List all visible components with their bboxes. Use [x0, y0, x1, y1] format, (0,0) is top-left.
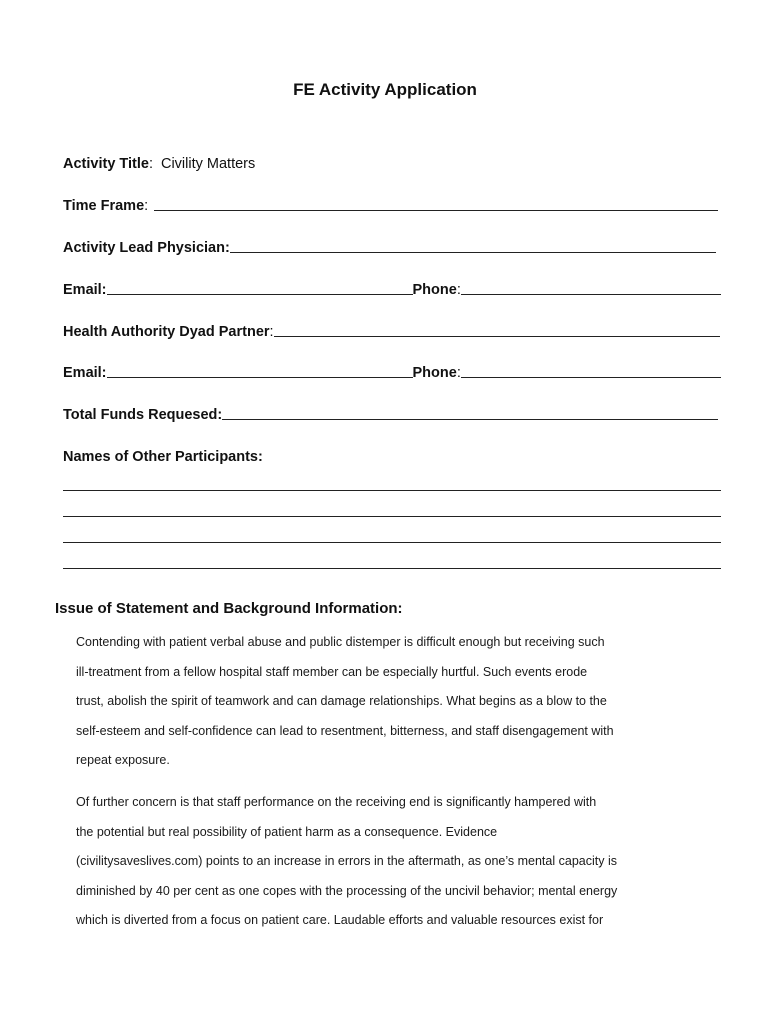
- total-funds-row: [63, 401, 718, 423]
- lead-phone-colon: :: [456, 282, 461, 298]
- lead-physician-field[interactable]: [230, 252, 716, 253]
- lead-physician-label: Activity Lead Physician:: [63, 240, 230, 256]
- lead-email-field[interactable]: [107, 294, 413, 295]
- dyad-partner-row: [63, 318, 720, 340]
- participant-line-2[interactable]: [63, 516, 721, 517]
- total-funds-field[interactable]: [222, 419, 718, 420]
- time-frame-label: Time Frame: [63, 198, 145, 214]
- dyad-partner-colon: :: [269, 324, 274, 340]
- paragraph-line: self-esteem and self-confidence can lead to resentment, bitterness, and staff disengagement with: [76, 723, 614, 738]
- lead-email-label: Email:: [63, 282, 107, 298]
- dyad-phone-label: Phone: [412, 365, 457, 381]
- lead-contact-row: [63, 276, 721, 298]
- time-frame-field[interactable]: [154, 210, 718, 211]
- dyad-email-field[interactable]: [107, 377, 413, 378]
- lead-physician-row: [63, 234, 716, 256]
- dyad-partner-label: Health Authority Dyad Partner: [63, 324, 270, 340]
- paragraph-line: Of further concern is that staff performance on the receiving end is significantly hampered with: [76, 795, 597, 809]
- dyad-phone-colon: :: [456, 365, 461, 381]
- paragraph-line: ill-treatment from a fellow hospital staff member can be especially hurtful. Such events erode: [76, 664, 588, 679]
- lead-phone-label: Phone: [412, 282, 457, 298]
- dyad-email-label: Email:: [63, 365, 107, 381]
- paragraph-line: (civilitysaveslives.com) points to an increase in errors in the aftermath, as one’s mental capacity is: [76, 854, 617, 868]
- issue-paragraph-2: [76, 788, 716, 936]
- lead-phone-field[interactable]: [461, 294, 721, 295]
- dyad-contact-row: [63, 359, 721, 381]
- participant-line-4[interactable]: [63, 568, 721, 569]
- participants-label: Names of Other Participants:: [63, 449, 263, 465]
- activity-title-row: [63, 150, 723, 172]
- paragraph-line: diminished by 40 per cent as one copes with the processing of the uncivil behavior; mental energy: [76, 883, 618, 898]
- participant-line-1[interactable]: [63, 490, 721, 491]
- paragraph-line: Contending with patient verbal abuse and public distemper is difficult enough but receiving such: [76, 635, 605, 649]
- participant-line-3[interactable]: [63, 542, 721, 543]
- paragraph-line: which is diverted from a focus on patient care. Laudable efforts and valuable resources exist for: [76, 913, 604, 927]
- activity-title-colon: :: [148, 156, 153, 172]
- issue-section-heading: Issue of Statement and Background Information:: [55, 600, 403, 617]
- dyad-phone-field[interactable]: [461, 377, 721, 378]
- total-funds-label: Total Funds Requesed:: [63, 407, 223, 423]
- document-title: FE Activity Application: [293, 80, 477, 99]
- activity-title-value: Civility Matters: [160, 156, 256, 172]
- activity-title-label: Activity Title: [63, 156, 149, 172]
- time-frame-colon: :: [144, 198, 149, 214]
- paragraph-line: the potential but real possibility of patient harm as a consequence. Evidence: [76, 824, 498, 839]
- time-frame-row: [63, 192, 718, 214]
- dyad-partner-field[interactable]: [274, 336, 720, 337]
- paragraph-line: trust, abolish the spirit of teamwork and can damage relationships. What begins as a blow to the: [76, 694, 607, 708]
- participants-row: [63, 443, 723, 465]
- paragraph-line: repeat exposure.: [76, 753, 170, 767]
- issue-paragraph-1: [76, 628, 716, 776]
